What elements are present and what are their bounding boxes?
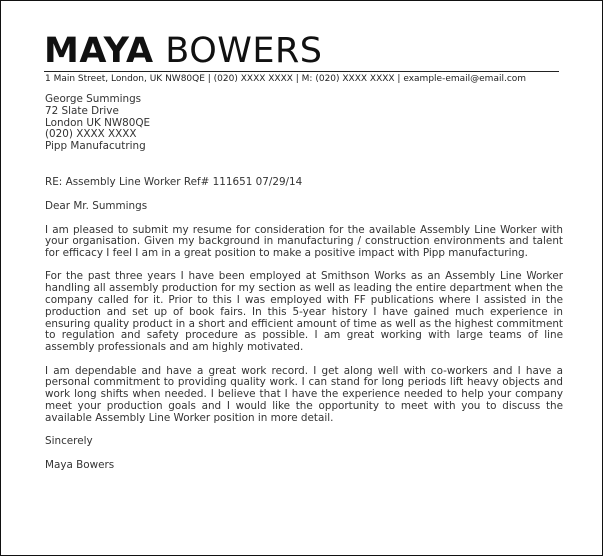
recipient-name: George Summings [45,93,142,105]
paragraph-3: I am dependable and have a great work record. I get along well with co-workers and I have a personal commitment to providing quality work. I can stand for long periods lift heavy objects and work long shifts when needed. I believe that I have the experience needed to help your company meet your production goals and I would like the opportunity to meet with you to discuss the available Assembly Line Worker position in more detail. [45,364,563,424]
first-name: MAYA [44,31,154,71]
recipient-city: London UK NW80QE [45,116,151,129]
letter-body [45,94,563,472]
recipient-phone: (020) XXXX XXXX [45,128,137,141]
paragraph-1: I am pleased to submit my resume for consideration for the available Assembly Line Worker with your organisation. Given my background in manufacturing / construction environments and talent for efficacy I feel I am in a great position to make a positive impact with Pipp manufacturing. [45,223,563,260]
recipient-address [45,94,563,153]
contact-line: 1 Main Street, London, UK NW80QE | (020) XXXX XXXX | M: (020) XXXX XXXX | example-email@email.com [45,74,527,84]
header-divider [44,71,559,72]
recipient-street: 72 Slate Drive [45,104,119,117]
paragraph-2: For the past three years I have been employed at Smithson Works as an Assembly Line Worker handling all assembly production for my section as well as leading the entire department when the company called for it. Prior to this I was employed with FF publications where I assisted in the production and set up of book fairs. In this 5-year history I have gained much experience in ensuring quality product in a short and efficient amount of time as well as the highest commitment to regulation and safety procedure as possible. I am great working with large teams of line assembly professionals and am highly motivated. [45,270,563,354]
applicant-name [44,31,323,71]
subject-line: RE: Assembly Line Worker Ref# 111651 07/29/14 [45,175,303,188]
last-name: BOWERS [165,31,323,71]
salutation: Dear Mr. Summings [45,199,148,212]
recipient-company: Pipp Manufacutring [45,140,146,153]
signature: Maya Bowers [45,458,115,471]
closing: Sincerely [45,435,93,448]
